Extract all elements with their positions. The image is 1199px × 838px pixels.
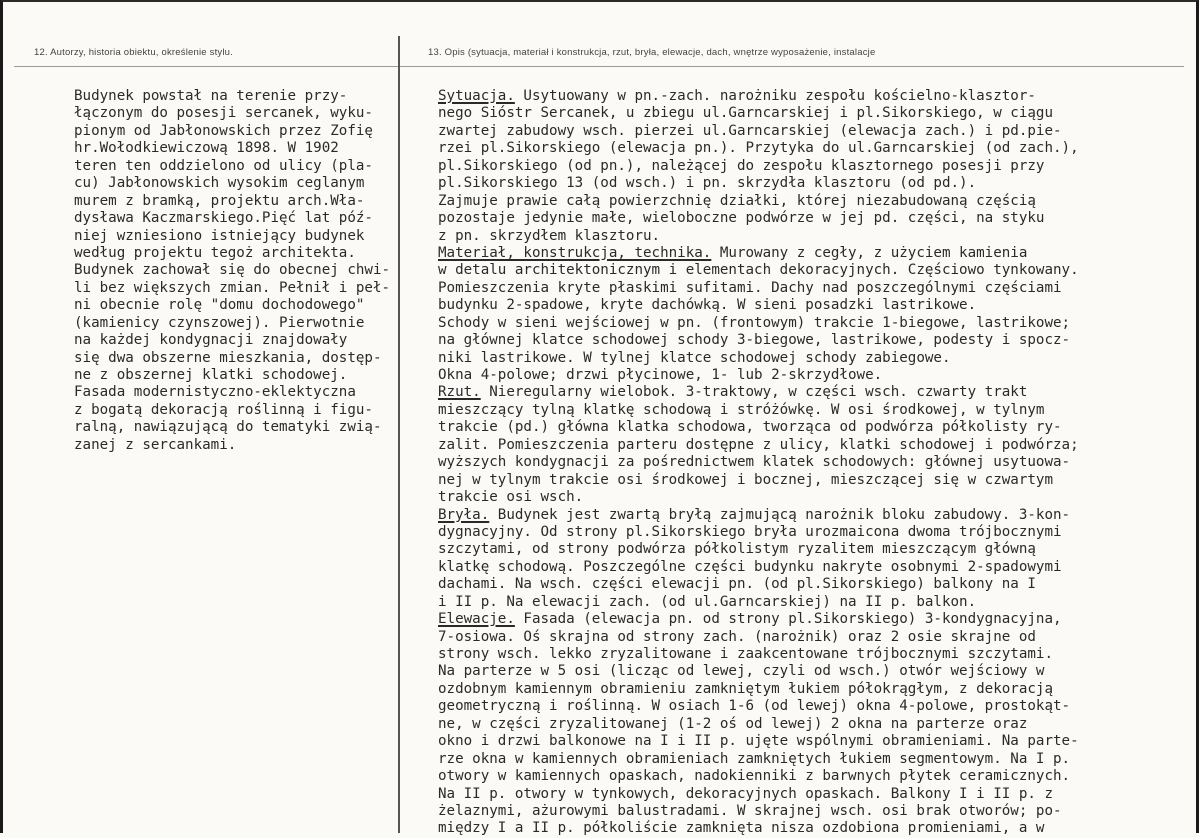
description-text-run: ne, w części zryzalitowanej (1-2 oś od lewej) 2 okna na parterze oraz	[438, 715, 1028, 732]
description-line	[438, 472, 1190, 489]
description-line	[438, 297, 1190, 314]
description-line	[438, 803, 1190, 820]
description-line	[438, 245, 1190, 262]
description-line	[438, 332, 1190, 349]
history-line: zanej z sercankami.	[74, 436, 237, 453]
description-line	[438, 228, 1190, 245]
history-text	[74, 88, 394, 454]
description-line	[438, 437, 1190, 454]
description-line	[438, 768, 1190, 785]
description-text-run: mieszczący tylną klatkę schodową i stróżówkę. W osi środkowej, w tylnym	[438, 401, 1045, 418]
description-line	[438, 611, 1190, 628]
description-text-run: Zajmuje prawie całą powierzchnię działki, której niezabudowaną częścią	[438, 192, 1036, 209]
description-line	[438, 350, 1190, 367]
description-line	[438, 786, 1190, 803]
description-text-run: Murowany z cegły, z użyciem kamienia	[711, 244, 1028, 261]
description-text-run: Usytuowany w pn.-zach. narożniku zespołu kościelno-klasztor-	[514, 88, 1036, 104]
history-line: hr.Wołodkiewiczową 1898. W 1902	[74, 140, 339, 157]
description-line	[438, 140, 1190, 157]
description-text-run: Schody w sieni wejściowej w pn. (frontowym) trakcie 1-biegowe, lastrikowe;	[438, 314, 1071, 331]
description-text-run: trakcie (pd.) główna klatka schodowa, tworząca od podwórza półkolisty ry-	[438, 419, 1062, 436]
description-text-run: wyższych kondygnacji za pośrednictwem klatek schodowych: głównej usytuowa-	[438, 454, 1071, 471]
description-text-run: Nieregularny wielobok. 3-traktowy, w części wsch. czwarty trakt	[480, 384, 1028, 401]
description-line	[438, 489, 1190, 506]
description-line	[438, 384, 1190, 401]
history-line: dysława Kaczmarskiego.Pięć lat póź-	[74, 210, 373, 227]
description-line	[438, 280, 1190, 297]
description-text-run: w detalu architektonicznym i elementach dekoracyjnych. Częściowo tynkowany.	[438, 262, 1079, 279]
history-line: Fasada modernistyczno-eklektyczna	[74, 384, 356, 401]
description-text-run: nej w tylnym trakcie osi środkowej i bocznej, mieszczącej się w czwartym	[438, 471, 1053, 488]
description-line	[438, 524, 1190, 541]
description-line	[438, 681, 1190, 698]
description-line	[438, 820, 1190, 837]
history-line: z bogatą dekoracją roślinną i figu-	[74, 401, 373, 418]
description-line	[438, 262, 1190, 279]
history-line: na każdej kondygnacji znajdowały	[74, 332, 348, 349]
history-line: ni obecnie rolę "domu dochodowego"	[74, 297, 365, 314]
section-heading: Materiał, konstrukcja, technika.	[438, 244, 712, 261]
history-line: li bez większych zmian. Pełnił i peł-	[74, 279, 391, 296]
description-text-run: rze okna w kamiennych obramieniach zamkniętych łukiem segmentowym. Na I p.	[438, 750, 1071, 767]
history-line: murem z bramką, projektu arch.Wła-	[74, 192, 365, 209]
description-text-run: Pomieszczenia kryte płaskimi sufitami. Dachy nad poszczególnymi częściami	[438, 279, 1062, 296]
description-line	[438, 193, 1190, 210]
description-text-run: Okna 4-polowe; drzwi płycinowe, 1- lub 2-skrzydłowe.	[438, 367, 883, 383]
section-13-header: 13. Opis (sytuacja, materiał i konstrukcja, rzut, bryła, elewacje, dach, wnętrze wyposażenie, instalacje	[428, 47, 876, 58]
history-line: pionym od Jabłonowskich przez Zofię	[74, 122, 373, 139]
description-line	[438, 158, 1190, 175]
history-line: ralną, nawiązującą do tematyki zwią-	[74, 419, 382, 436]
description-text-run: na głównej klatce schodowej schody 3-biegowe, lastrikowe, podesty i spocz-	[438, 332, 1071, 349]
history-line: teren ten oddzielono od ulicy (pla-	[74, 157, 373, 174]
description-text-run: dachami. Na wsch. części elewacji pn. (od pl.Sikorskiego) balkony na I	[438, 576, 1036, 593]
description-line	[438, 576, 1190, 593]
description-text-run: i II p. Na elewacji zach. (od ul.Garncarskiej) na II p. balkon.	[438, 593, 977, 610]
description-text-run: między I a II p. półkoliście zamknięta nisza ozdobiona promieniami, a w	[438, 820, 1045, 837]
description-line	[438, 663, 1190, 680]
description-text-run: nego Sióstr Sercanek, u zbiegu ul.Garncarskiej i pl.Sikorskiego, w ciągu	[438, 105, 1053, 122]
description-line	[438, 541, 1190, 558]
description-text-run: Budynek jest zwartą bryłą zajmującą narożnik bloku zabudowy. 3-kon-	[489, 506, 1071, 523]
history-line: niej wzniesiono istniejący budynek	[74, 227, 365, 244]
description-line	[438, 594, 1190, 611]
description-text-run: okno i drzwi balkonowe na I i II p. ujęte wspólnymi obramieniami. Na parte-	[438, 733, 1079, 750]
description-text-run: budynku 2-spadowe, kryte dachówką. W sieni posadzki lastrikowe.	[438, 297, 977, 314]
description-line	[438, 175, 1190, 192]
section-heading: Sytuacja.	[438, 88, 515, 104]
history-line: (kamienicy czynszowej). Pierwotnie	[74, 314, 365, 331]
description-text-run: ozdobnym kamiennym obramieniu zamkniętym łukiem półokrągłym, z dekoracją	[438, 680, 1053, 697]
description-text-run: Fasada (elewacja pn. od strony pl.Sikorskiego) 3-kondygnacyjna,	[514, 611, 1062, 628]
description-text	[438, 88, 1190, 838]
history-line: się dwa obszerne mieszkania, dostęp-	[74, 349, 382, 366]
description-text-run: klatkę schodową. Poszczególne części budynku nakryte osobnymi 2-spadowymi	[438, 558, 1062, 575]
description-line	[438, 559, 1190, 576]
description-text-run: 7-osiowa. Oś skrajna od strony zach. (narożnik) oraz 2 osie skrajne od	[438, 628, 1036, 645]
history-line: cu) Jabłonowskich wysokim ceglanym	[74, 175, 365, 192]
header-rule	[14, 66, 1184, 67]
section-heading: Elewacje.	[438, 611, 515, 628]
description-text-run: trakcie osi wsch.	[438, 489, 584, 506]
description-line	[438, 105, 1190, 122]
description-line	[438, 315, 1190, 332]
description-line	[438, 698, 1190, 715]
description-line	[438, 733, 1190, 750]
description-line	[438, 507, 1190, 524]
description-line	[438, 123, 1190, 140]
description-text-run: geometryczną i roślinną. W osiach 1-6 (od lewej) okna 4-polowe, prostokąt-	[438, 698, 1071, 715]
description-text-run: zwartej zabudowy wsch. pierzei ul.Garncarskiej (elewacja zach.) i pd.pie-	[438, 122, 1062, 139]
section-heading: Bryła.	[438, 506, 490, 523]
description-line	[438, 751, 1190, 768]
description-line	[438, 88, 1190, 105]
description-text-run: szczytami, od strony podwórza półkolistym ryzalitem mieszczącym główną	[438, 541, 1036, 558]
description-line	[438, 210, 1190, 227]
description-text-run: Na II p. otwory w tynkowych, dekoracyjnych opaskach. Balkony I i II p. z	[438, 785, 1053, 802]
description-line	[438, 629, 1190, 646]
description-text-run: dygnacyjny. Od strony pl.Sikorskiego bryła urozmaicona dwoma trójbocznymi	[438, 523, 1062, 540]
history-line: ne z obszernej klatki schodowej.	[74, 367, 348, 383]
description-text-run: otwory w kamiennych opaskach, nadokienniki z barwnych płytek ceramicznych.	[438, 768, 1071, 785]
column-divider	[398, 36, 400, 833]
description-text-run: strony wsch. lekko zryzalitowane i zaakcentowane trójbocznymi szczytami.	[438, 646, 1053, 662]
description-line	[438, 419, 1190, 436]
description-text-run: pl.Sikorskiego (od pn.), należącej do zespołu klasztornego posesji przy	[438, 157, 1045, 174]
description-line	[438, 402, 1190, 419]
description-text-run: z pn. skrzydłem klasztoru.	[438, 227, 661, 244]
history-line: według projektu tegoż architekta.	[74, 244, 356, 261]
description-line	[438, 454, 1190, 471]
description-text-run: żelaznymi, ażurowymi balustradami. W skrajnej wsch. osi brak otworów; po-	[438, 802, 1062, 819]
description-line	[438, 367, 1190, 384]
history-line: Budynek powstał na terenie przy-	[74, 88, 348, 104]
description-line	[438, 716, 1190, 733]
description-text-run: pl.Sikorskiego 13 (od wsch.) i pn. skrzydła klasztoru (od pd.).	[438, 175, 977, 192]
description-text-run: pozostaje jedynie małe, wieloboczne podwórze w jej pd. części, na styku	[438, 210, 1045, 227]
history-line: Budynek zachował się do obecnej chwi-	[74, 262, 391, 279]
section-12-header: 12. Autorzy, historia obiektu, określenie stylu.	[34, 47, 233, 58]
description-text-run: rzei pl.Sikorskiego (elewacja pn.). Przytyka do ul.Garncarskiej (od zach.),	[438, 140, 1079, 157]
description-text-run: Na parterze w 5 osi (licząc od lewej, czyli od wsch.) otwór wejściowy w	[438, 663, 1045, 680]
description-text-run: niki lastrikowe. W tylnej klatce schodowej schody zabiegowe.	[438, 349, 951, 366]
description-text-run: zalit. Pomieszczenia parteru dostępne z ulicy, klatki schodowej i podwórza;	[438, 436, 1079, 453]
description-line	[438, 646, 1190, 663]
section-heading: Rzut.	[438, 384, 481, 401]
history-line: łączonym do posesji sercanek, wyku-	[74, 105, 373, 122]
